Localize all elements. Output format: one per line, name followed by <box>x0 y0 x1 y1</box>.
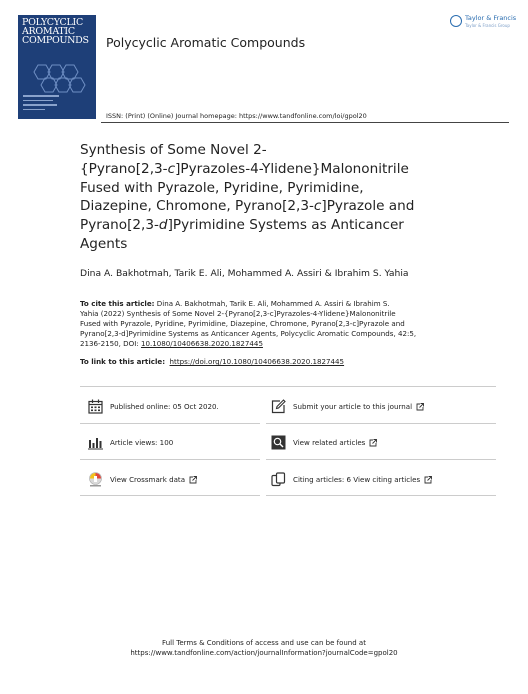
publisher-name: Taylor & Francis <box>465 14 517 22</box>
hexagon-pattern-icon <box>18 59 96 95</box>
issn-line <box>106 112 367 120</box>
journal-name: Polycyclic Aromatic Compounds <box>106 35 306 50</box>
title-line: Synthesis of Some Novel 2- <box>80 142 267 158</box>
view-document-icon <box>271 435 286 450</box>
title-italic: c <box>167 160 176 177</box>
header-divider <box>101 122 509 123</box>
cite-label: To cite this article: <box>80 299 155 308</box>
footer-terms-url[interactable]: https://www.tandfonline.com/action/journalInformation?journalCode=gpol20 <box>130 649 398 657</box>
related-articles-label: View related articles <box>293 438 366 447</box>
divider <box>266 495 496 496</box>
issn-text: ISSN: (Print) (Online) Journal homepage: <box>106 112 239 120</box>
cover-text-lines <box>23 95 63 113</box>
divider <box>266 423 496 424</box>
link-label: To link to this article: <box>80 357 166 366</box>
article-views <box>88 435 173 450</box>
cite-line: Yahia (2022) Synthesis of Some Novel 2-{Pyrano[2,3-c]Pyrazoles-4-Ylidene}Malononitrile <box>80 309 396 318</box>
related-articles-link[interactable] <box>271 435 384 450</box>
title-line: {Pyrano[2,3-c]Pyrazoles-4-Ylidene}Malononitrile <box>80 160 409 177</box>
publisher-logo[interactable] <box>450 14 516 34</box>
calendar-icon <box>88 399 103 414</box>
title-line: Fused with Pyrazole, Pyridine, Pyrimidine, <box>80 179 364 196</box>
cite-line: Dina A. Bakhotmah, Tarik E. Ali, Mohammed A. Assiri & Ibrahim S. <box>154 299 390 308</box>
cite-line: Pyrano[2,3-d]Pyrimidine Systems as Anticancer Agents, Polycyclic Aromatic Compounds, 42:5, <box>80 329 417 338</box>
cover-title: POLYCYCLIC AROMATIC COMPOUNDS <box>22 17 89 46</box>
edit-icon <box>271 399 286 414</box>
link-to-article <box>80 357 344 366</box>
journal-homepage-link[interactable]: https://www.tandfonline.com/loi/gpol20 <box>238 112 367 120</box>
published-online <box>88 399 219 414</box>
crossmark-icon <box>88 472 103 487</box>
citation-block <box>80 299 450 349</box>
journal-cover <box>18 15 96 119</box>
divider <box>80 423 260 424</box>
submit-article-label: Submit your article to this journal <box>293 402 413 411</box>
external-link-icon <box>424 476 432 484</box>
submit-article-link[interactable] <box>271 399 431 414</box>
title-line: Diazepine, Chromone, Pyrano[2,3-c]Pyrazole and <box>80 198 415 215</box>
title-line: Pyrano[2,3-d]Pyrimidine Systems as Anticancer <box>80 217 404 234</box>
citing-articles-label: Citing articles: 6 View citing articles <box>293 475 421 484</box>
cite-line: Fused with Pyrazole, Pyridine, Pyrimidine, Diazepine, Chromone, Pyrano[2,3-c]Pyrazole and <box>80 319 405 328</box>
divider <box>80 495 260 496</box>
article-title <box>80 141 440 254</box>
bar-chart-icon <box>88 435 103 450</box>
external-link-icon <box>189 476 197 484</box>
doi-link[interactable]: 10.1080/10406638.2020.1827445 <box>140 339 263 348</box>
article-authors: Dina A. Bakhotmah, Tarik E. Ali, Mohammed A. Assiri & Ibrahim S. Yahia <box>80 268 409 279</box>
title-italic: d <box>158 217 168 234</box>
article-views-text: Article views: 100 <box>110 438 174 447</box>
citing-articles-icon <box>271 472 286 487</box>
crossmark-label: View Crossmark data <box>110 475 186 484</box>
publisher-subname: Taylor & Francis Group <box>465 23 510 28</box>
title-line: Agents <box>80 235 128 252</box>
external-link-icon <box>416 403 424 411</box>
crossmark-link[interactable] <box>88 472 204 487</box>
published-online-text: Published online: 05 Oct 2020. <box>110 402 219 411</box>
title-italic: c <box>313 198 322 215</box>
divider <box>266 459 496 460</box>
divider <box>80 459 260 460</box>
publisher-circle-icon <box>450 15 462 27</box>
footer-terms: Full Terms & Conditions of access and use can be found at <box>162 639 366 647</box>
citing-articles-link[interactable] <box>271 472 439 487</box>
cite-line: 2136-2150, DOI: <box>80 339 141 348</box>
external-link-icon <box>369 439 377 447</box>
divider <box>80 386 496 387</box>
article-doi-url[interactable]: https://doi.org/10.1080/10406638.2020.1827445 <box>169 357 345 366</box>
